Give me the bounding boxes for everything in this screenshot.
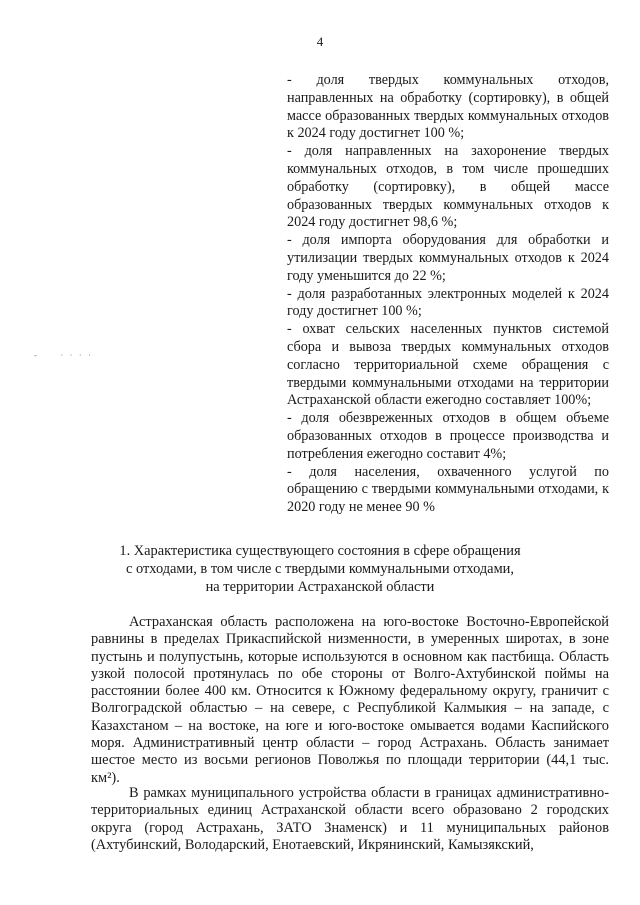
list-item: - доля твердых коммунальных отходов, направленных на обработку (сортировку), в общей массе образованных твердых коммунальных отходов к 2024 году достигнет 100 %; — [287, 72, 609, 142]
list-item: - охват сельских населенных пунктов системой сбора и вывоза твердых коммунальных отходов согласно территориальной схеме обращения с твердыми коммунальными отходами на территории Астраханской области ежегодно составляет 100%; — [287, 321, 609, 409]
target-indicators-list — [287, 72, 609, 517]
section-heading-line: 1. Характеристика существующего состояния в сфере обращения — [119, 543, 521, 559]
list-item: - доля направленных на захоронение твердых коммунальных отходов, в том числе прошедших обработку (сортировку), в общей массе образованных твердых коммунальных отходов к 2024 году достигнет 98,6 %; — [287, 143, 609, 231]
section-heading-line: на территории Астраханской области — [205, 579, 435, 595]
list-item: - доля населения, охваченного услугой по обращению с твердыми коммунальными отходами, к 2020 году не менее 90 % — [287, 463, 609, 516]
list-item: - доля разработанных электронных моделей к 2024 году достигнет 100 %; — [287, 285, 609, 320]
section-heading-line: с отходами, в том числе с твердыми коммунальными отходами, — [126, 561, 514, 577]
page-number: 4 — [316, 34, 324, 49]
paragraph-municipal-structure: В рамках муниципального устройства области в границах административно-территориальных единиц Астраханской области всего образовано 2 городских округа (город Астрахань, ЗАТО Знаменск) и 11 муниципальных районов (Ахтубинский, Володарский, Енотаевский, Икрянинский, Камызякский, — [91, 785, 609, 853]
list-item: - доля импорта оборудования для обработки и утилизации твердых коммунальных отходов к 2024 году уменьшится до 22 %; — [287, 232, 609, 284]
list-item: - доля обезвреженных отходов в общем объеме образованных отходов в процессе производства и потребления ежегодно составит 4%; — [287, 410, 609, 462]
scan-smudge: ‐ · · · · — [34, 350, 93, 360]
paragraph-geography: Астраханская область расположена на юго-востоке Восточно-Европейской равнины в пределах Прикаспийской низменности, в умеренных широтах, в зоне пустынь и полупустынь, которые используются в основном как пастбища. Область узкой полосой протянулась по обе стороны от Волго-Ахтубинской поймы на расстоянии более 400 км. Относится к Южному федеральному округу, граничит с Волгоградской областью – на севере, с Республикой Калмыкия – на западе, с Казахстаном – на востоке, на юге и юго-востоке омывается водами Каспийского моря. Административный центр области – город Астрахань. Область занимает шестое место из восьми регионов Поволжья по площади территории (44,1 тыс. км²). — [91, 614, 609, 786]
section-heading — [40, 542, 600, 596]
